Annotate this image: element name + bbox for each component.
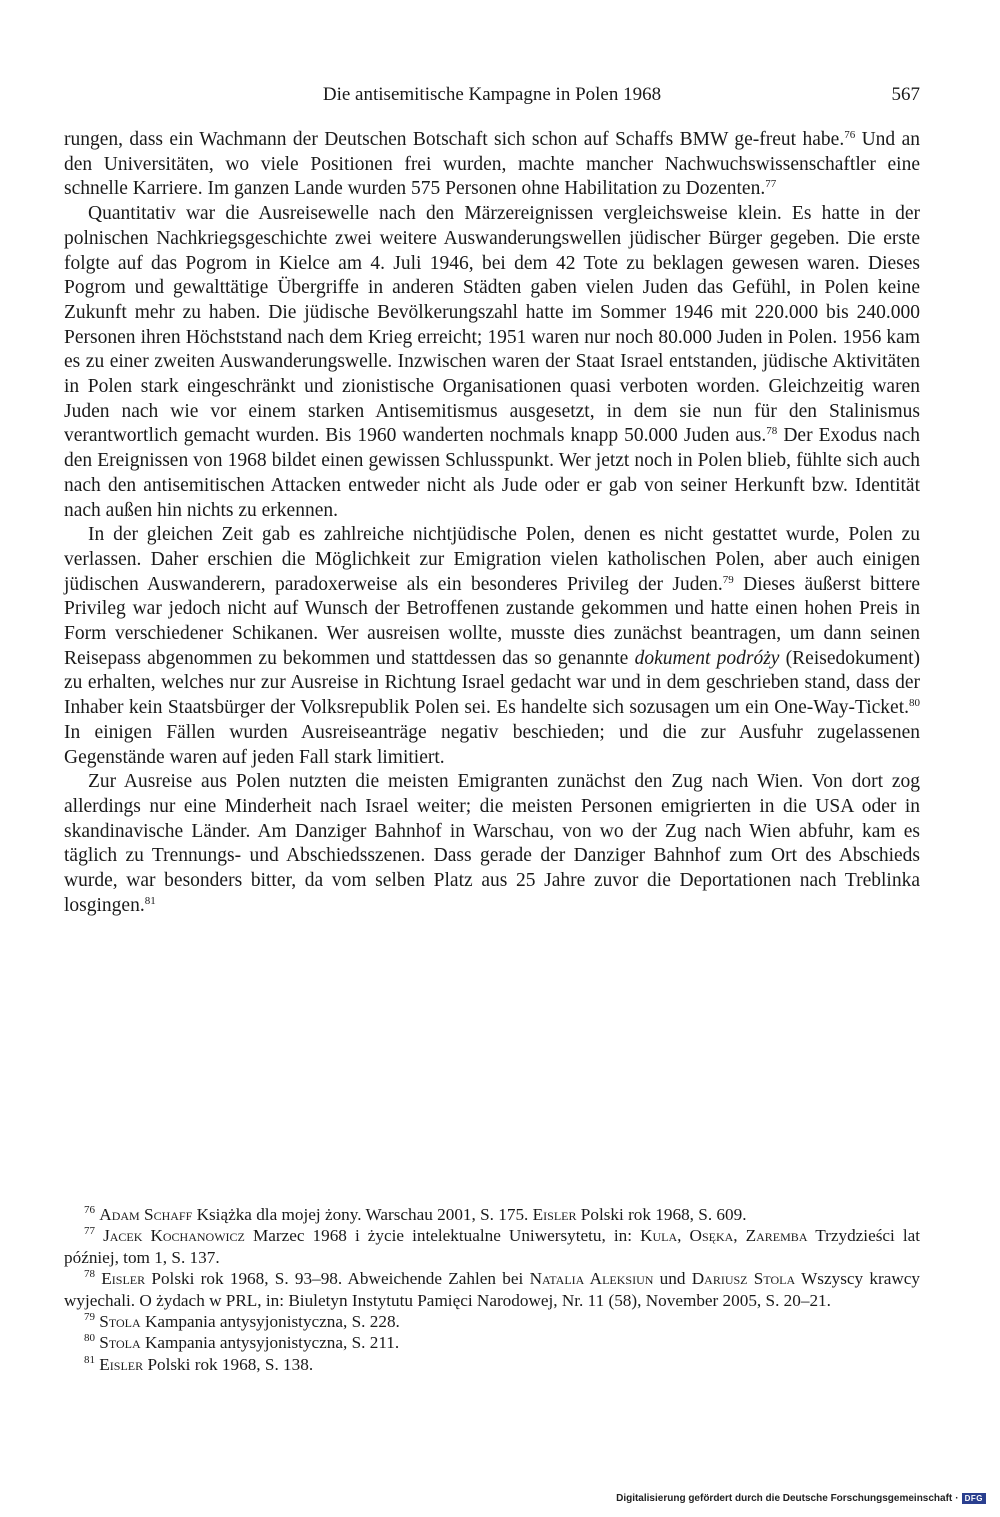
paragraph-2 — [64, 202, 920, 523]
footer-separator: · — [955, 1493, 959, 1504]
footer-text: Digitalisierung gefördert durch die Deutsche Forschungsgemeinschaft — [616, 1493, 953, 1504]
paragraph-2-text-a: Quantitativ war die Ausreisewelle nach den Märzereignissen vergleichsweise klein. Es hatte in der polnischen Nachkriegsgeschichte zwei weitere Auswanderungswellen jüdischer Bürger gegeben. Die erste folgte auf das Pogrom in Kielce am 4. Juli 1946, bei dem 42 Tote zu beklagen gewesen waren. Dieses Pogrom und gewalttätige Übergriffe in anderen Städten gaben vielen Juden das Gefühl, in Polen keine Zukunft mehr zu haben. Die jüdische Bevölkerungszahl hatte im Sommer 1946 mit 220.000 bis 240.000 Personen ihren Höchststand nach dem Krieg erreicht; 1951 waren nur noch 80.000 Juden in Polen. 1956 kam es zu einer zweiten Auswanderungswelle. Inzwischen waren der Staat Israel entstanden, jüdische Aktivitäten in Polen stark eingeschränkt und zionistische Organisationen quasi verboten worden. Gleichzeitig waren Juden nach wie vor einem starken Antisemitismus ausgesetzt, in dem sie nun für den Stalinismus verantwortlich gemacht wurden. Bis 1960 wanderten nochmals knapp 50.000 Juden aus. — [64, 203, 920, 447]
footnote-76 — [64, 1204, 920, 1225]
paragraph-2-text-b: Der Exodus nach den Ereignissen von 1968 bildet einen gewissen Schlusspunkt. Wer jetzt noch in Polen blieb, fühlte sich auch nach den antisemitischen Attacken entweder nicht als Jude oder er gab von seiner Herkunft bzw. Identität nach außen hin nichts zu erkennen. — [64, 425, 920, 521]
paragraph-1-text-a: rungen, dass ein Wachmann der Deutschen Botschaft sich schon auf Schaffs BMW ge-freut habe. — [64, 129, 845, 150]
paragraph-1-text-b: Und an den Universitäten, wo viele Positionen frei wurden, machte mancher Nachwuchswissenschaftler eine schnelle Karriere. Im ganzen Lande wurden 575 Personen ohne Habilitation zu Dozenten. — [64, 129, 920, 200]
footnote-77-sep-2: , — [733, 1226, 746, 1246]
footnote-80 — [64, 1332, 920, 1353]
footnote-81-text-1: Polski rok 1968, S. 138. — [143, 1354, 314, 1374]
footnote-78-author-2: Natalia Aleksiun — [529, 1269, 654, 1289]
footnote-78-text-2: und — [653, 1269, 692, 1289]
footnote-77-author-4: Zaremba — [745, 1226, 808, 1246]
footnote-77-sep-1: , — [677, 1226, 690, 1246]
paragraph-3-text-a: In der gleichen Zeit gab es zahlreiche nichtjüdische Polen, denen es nicht gestattet wurde, Polen zu verlassen. Daher erschien die Möglichkeit zur Emigration vielen katholischen Polen, aber auch einigen jüdischen Auswanderern, paradoxerweise als ein besonderes Privileg der Juden. — [64, 524, 920, 595]
footnote-ref-76: 76 — [844, 129, 856, 141]
footnote-80-text-1: Kampania antysyjonistyczna, S. 211. — [140, 1333, 400, 1353]
footnote-number-76: 76 — [84, 1204, 95, 1216]
footnote-76-author-2: Eisler — [532, 1205, 577, 1224]
footnote-number-79: 79 — [84, 1311, 95, 1324]
footnote-77-text-2: Trzydzieści lat później, tom 1, S. 137. — [64, 1226, 921, 1267]
footnote-ref-80: 80 — [909, 697, 920, 710]
footnote-77-text-1: Marzec 1968 i życie intelektualne Uniwersytetu, in: — [244, 1226, 641, 1246]
paragraph-4-text-a: Zur Ausreise aus Polen nutzten die meisten Emigranten zunächst den Zug nach Wien. Von dort zog allerdings nur eine Minderheit nach Israel weiter; die meisten Personen emigrierten in die USA oder in skandinavische Länder. Am Danziger Bahnhof in Warschau, von wo der Zug nach Wien abfuhr, kam es täglich zu Trennungs- und Abschiedsszenen. Dass gerade der Danziger Bahnhof zum Ort des Abschieds wurde, war besonders bitter, da vom selben Platz aus 25 Jahre zuvor die Deportationen nach Treblinka losgingen. — [64, 771, 920, 916]
footnote-ref-78: 78 — [766, 425, 778, 438]
paragraph-4 — [64, 770, 920, 918]
footnote-78-author-1: Eisler — [101, 1269, 146, 1289]
footnote-77-author-1: Jacek Kochanowicz — [103, 1226, 245, 1246]
paragraph-1 — [64, 128, 920, 202]
footnote-ref-79: 79 — [722, 573, 734, 586]
digitization-footer — [616, 1493, 986, 1504]
paragraph-3 — [64, 523, 920, 770]
footnote-77-author-2: Kula — [640, 1226, 678, 1246]
footnote-79-author-1: Stola — [99, 1312, 141, 1332]
footnote-77 — [64, 1225, 920, 1268]
paragraph-3-text-b: Dieses äußerst bittere Privileg war jedoch nicht auf Wunsch der Betroffenen zustande gekommen und hatte einen hohen Preis in Form verschiedener Schikanen. Wer ausreisen wollte, musste dies zunächst beantragen, um dann seinen Reisepass abgenommen zu bekommen und stattdessen das so genannte — [64, 573, 920, 669]
footnote-78 — [64, 1268, 920, 1311]
footnote-79 — [64, 1311, 920, 1332]
paragraph-3-text-d: In einigen Fällen wurden Ausreiseanträge negativ beschieden; und die zur Ausfuhr zugelassenen Gegenstände waren auf jeden Fall stark limitiert. — [64, 721, 920, 768]
dfg-logo-icon: DFG — [962, 1493, 986, 1504]
footnote-number-78: 78 — [84, 1268, 95, 1281]
paragraph-3-italic-term: dokument podróży — [634, 647, 780, 669]
running-title: Die antisemitische Kampagne in Polen 1968 — [322, 84, 662, 105]
footnote-number-81: 81 — [84, 1353, 95, 1366]
footnote-81 — [64, 1354, 920, 1375]
body-text — [64, 128, 920, 919]
footnote-ref-81: 81 — [144, 894, 156, 907]
footnote-80-author-1: Stola — [99, 1333, 141, 1353]
footnote-78-text-3: Wszyscy krawcy wyjechali. O żydach w PRL, in: Biuletyn Instytutu Pamięci Narodowej, Nr. 11 (58), November 2005, S. 20–21. — [64, 1269, 920, 1310]
footnote-78-text-1: Polski rok 1968, S. 93–98. Abweichende Zahlen bei — [145, 1269, 530, 1289]
footnote-76-author-1: Adam Schaff — [99, 1205, 193, 1224]
paragraph-3-text-c: (Reisedokument) zu erhalten, welches nur zur Ausreise in Richtung Israel gedacht war und in dem geschrieben stand, dass der Inhaber kein Staatsbürger der Volksrepublik Polen sei. Es handelte sich sozusagen um ein One-Way-Ticket. — [64, 647, 920, 719]
footnote-ref-77: 77 — [765, 178, 777, 191]
footnotes — [64, 1204, 920, 1375]
footnote-number-77: 77 — [84, 1225, 95, 1238]
footnote-77-author-3: Osęka — [689, 1226, 734, 1246]
footnote-78-author-3: Dariusz Stola — [691, 1269, 796, 1289]
footnote-79-text-1: Kampania antysyjonistyczna, S. 228. — [140, 1312, 400, 1332]
footnote-76-text-2: Polski rok 1968, S. 609. — [576, 1205, 747, 1224]
running-head — [64, 84, 920, 110]
page-number: 567 — [891, 84, 920, 105]
footnote-76-text-1: Książka dla mojej żony. Warschau 2001, S. 175. — [192, 1205, 533, 1224]
footnote-81-author-1: Eisler — [99, 1354, 144, 1374]
footnote-number-80: 80 — [84, 1332, 95, 1345]
